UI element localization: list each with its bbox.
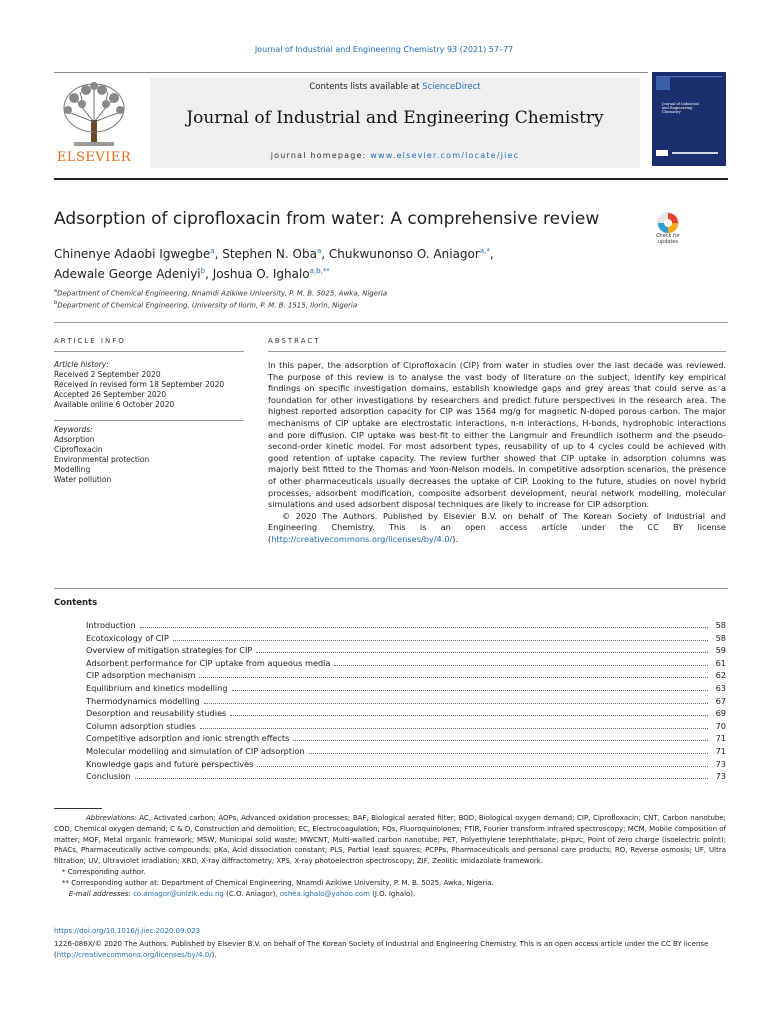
author-affil-link[interactable]: a,*	[479, 247, 490, 255]
journal-cover-thumbnail[interactable]	[648, 72, 728, 168]
history-label: Article history:	[54, 360, 109, 369]
keyword[interactable]: Environmental protection	[54, 455, 150, 464]
author-name: Chukwunonso O. Aniagor	[328, 247, 480, 261]
contents-heading: Contents	[54, 598, 98, 608]
toc-page: 59	[715, 645, 726, 656]
abstract-copyright	[268, 511, 726, 546]
abstract-text: In this paper, the adsorption of Ciprofloxacin (CIP) from water in studies over the last decade was reviewed. The purpose of this review is to analyse the vast body of literature on the subject, identify key empirical findings on specific investigation domains, establish knowledge gaps and grey areas that could serve as a foundation for other investigations by researchers and predict future perspectives in the research area. The highest reported adsorption capacity for CIP was 1564 mg/g for magnetic N-doped porous carbon. The major mechanisms of CIP uptake are electrostatic interactions, π-π interactions, H-bonds, hydrophobic interactions and pore diffusion. CIP uptake was best-fit to either the Langmuir and Freundlich isotherm and the pseudo-second-order kinetic model. For most adsorbent types, reusability of up to 4 cycles could be achieved with good retention of uptake capacity. The review further showed that CIP uptake in adsorption columns was majorly best fitted to the Thomas and Yoon-Nelson models. In competitive adsorption scenarios, the presence of other pharmaceuticals usually decreases the uptake of CIP. Looking to the future, studies on novel hybrid processes, adsorbent modification, composite adsorbent development, neural network modelling, molecular simulations and used adsorbent disposal techniques are likely to increase for CIP adsorption.	[268, 360, 726, 510]
license-end: ).	[211, 950, 217, 959]
author-affil-link[interactable]: a	[316, 247, 322, 255]
toc-entry[interactable]	[86, 645, 726, 658]
affil-text: Department of Chemical Engineering, University of Ilorin, P. M. B. 1515, Ilorin, Nigeria	[57, 301, 358, 310]
toc-leader	[256, 651, 708, 653]
author-affil-link[interactable]: a	[210, 247, 215, 255]
toc-leader	[173, 639, 708, 641]
keywords-rule	[54, 420, 244, 421]
toc-page: 61	[715, 657, 726, 668]
contents-divider	[54, 588, 728, 589]
author-affil-link[interactable]: b	[200, 267, 206, 275]
author-name: Adewale George Adeniyi	[54, 267, 201, 281]
toc-leader	[309, 752, 708, 754]
toc-title[interactable]: Knowledge gaps and future perspectives	[86, 758, 254, 769]
check-for-updates-label	[642, 233, 694, 245]
toc-entry[interactable]	[86, 771, 726, 784]
toc-entry[interactable]	[86, 670, 726, 683]
corresponding-author-note: * Corresponding author.	[62, 867, 146, 876]
author-name: Chinenye Adaobi Igwegbe	[54, 247, 211, 261]
toc-leader	[199, 676, 708, 678]
journal-title: Journal of Industrial and Engineering Chemistry	[186, 108, 604, 128]
copyright-end: ).	[452, 533, 459, 544]
author-separator: ,	[214, 247, 223, 261]
cover-art	[652, 72, 726, 166]
toc-leader	[230, 714, 708, 716]
toc-entry[interactable]	[86, 620, 726, 633]
keyword[interactable]: Adsorption	[54, 435, 95, 444]
abstract-rule	[268, 351, 726, 352]
toc-title[interactable]: Column adsorption studies	[86, 720, 196, 731]
toc-leader	[204, 702, 708, 704]
toc-entry[interactable]	[86, 721, 726, 734]
masthead-banner	[150, 78, 640, 168]
homepage-prefix: journal homepage:	[270, 151, 371, 160]
author-name: Stephen N. Oba	[222, 247, 317, 261]
footnotes	[54, 813, 726, 899]
article-title: Adsorption of ciprofloxacin from water: A comprehensive review	[54, 209, 600, 229]
article-info	[54, 360, 244, 485]
toc-title[interactable]: Overview of mitigation strategies for CIP	[86, 645, 253, 656]
author-separator: ,	[321, 247, 329, 261]
author-affil-link[interactable]: a,b,**	[309, 267, 330, 275]
toc-title[interactable]: Competitive adsorption and ionic strength effects	[86, 733, 290, 744]
toc-entry[interactable]	[86, 696, 726, 709]
license-link[interactable]: http://creativecommons.org/licenses/by/4.0/	[271, 533, 453, 544]
abstract-heading: ABSTRACT	[268, 337, 321, 345]
toc-entry[interactable]	[86, 633, 726, 646]
author-line-2	[54, 263, 614, 283]
history-revised: Received in revised form 18 September 2020	[54, 380, 225, 389]
affiliation-a	[54, 286, 387, 298]
abbreviations-text: AC, Activated carbon; AOPs, Advanced oxidation processes; BAF, Biological aerated filter; BOD, Biological oxygen demand; CIP, Ciprofloxacin; CNT, Carbon nanotube; COD, Chemical oxygen demand; C & D, Construction and demolition; EC, Electrocoagulation; FQs, Fluoroquinolones; FTIR, Fourier transform infrared spectroscopy; MCM, Mobile composition of matter; MOF, Metal organic framework; MSW, Municipal solid waste; MWCNT, Multi-walled carbon nanotube; PET, Polyethylene terephthalate; pHpzc, Point of zero charge (isoelectric point); PhACs, Pharmaceutically active compounds; pKa, Acid dissociation constant; PLS, Partial least squares; PCPPs, Pharmaceuticals and personal care products; RO, Reverse osmosis; UF, Ultra filtration; UV, Ultraviolet irradiation; XRD, X-ray diffractometry; XPS, X-ray photoelectron spectroscopy; ZIF, Zeolitic imidazolate framework.	[54, 814, 726, 866]
toc-title[interactable]: Thermodynamics modelling	[86, 695, 200, 706]
toc-leader	[140, 626, 708, 628]
toc-leader	[135, 777, 708, 779]
doi-link[interactable]: https://doi.org/10.1016/j.jiec.2020.09.023	[54, 927, 201, 935]
author-line-1	[54, 243, 614, 263]
running-head[interactable]: Journal of Industrial and Engineering Chemistry 93 (2021) 57–77	[254, 45, 514, 54]
affil-text: Department of Chemical Engineering, Nnamdi Azikiwe University, P. M. B. 5025, Awka, Nigeria	[57, 289, 388, 298]
toc-leader	[200, 727, 708, 729]
author-separator: ,	[205, 267, 213, 281]
history-online: Available online 6 October 2020	[54, 400, 175, 409]
badge-line2: updates	[657, 239, 679, 245]
article-info-rule	[54, 351, 244, 352]
email-link[interactable]: oshea.ighalo@yahoo.com	[279, 889, 370, 898]
toc-page: 71	[715, 733, 726, 744]
affil-marker: a	[54, 288, 58, 294]
affiliations	[54, 286, 387, 311]
toc-leader	[334, 664, 708, 666]
toc-title[interactable]: Conclusion	[86, 771, 131, 782]
email-link[interactable]: co.aniagor@unizik.edu.ng	[133, 889, 224, 898]
toc-page: 62	[715, 670, 726, 681]
article-info-heading: ARTICLE INFO	[54, 337, 126, 345]
affiliation-b	[54, 298, 387, 310]
toc-entry[interactable]	[86, 658, 726, 671]
toc-entry[interactable]	[86, 746, 726, 759]
license-statement	[54, 939, 726, 960]
toc-title[interactable]: CIP adsorption mechanism	[86, 670, 196, 681]
publisher-wordmark: ELSEVIER	[56, 150, 132, 165]
toc-leader	[293, 739, 708, 741]
license-url-link[interactable]: http://creativecommons.org/licenses/by/4.0/	[56, 950, 212, 959]
author-list	[54, 243, 614, 283]
author-separator: ,	[489, 247, 494, 261]
toc-title[interactable]: Introduction	[86, 620, 136, 630]
toc-entry[interactable]	[86, 759, 726, 772]
author-name: Joshua O. Ighalo	[212, 267, 310, 281]
sciencedirect-link[interactable]: ScienceDirect	[422, 82, 481, 92]
abbreviations-label: Abbreviations:	[86, 814, 137, 822]
toc-page: 58	[715, 632, 726, 643]
toc-title[interactable]: Molecular modelling and simulation of CIP adsorption	[86, 745, 305, 756]
toc-page: 69	[715, 708, 726, 719]
toc-title[interactable]: Ecotoxicology of CIP	[86, 632, 169, 643]
abstract	[268, 360, 726, 546]
toc-entry[interactable]	[86, 708, 726, 721]
toc-page: 70	[715, 720, 726, 731]
toc-title[interactable]: Desorption and reusability studies	[86, 708, 227, 719]
keyword[interactable]: Water pollution	[54, 475, 112, 484]
keywords-label: Keywords:	[54, 425, 93, 434]
cover-title: Journal of Industrial and Engineering Chemistry	[662, 102, 699, 115]
footnote-rule	[54, 808, 102, 809]
toc-title[interactable]: Equilibrium and kinetics modelling	[86, 682, 228, 693]
badge-line1: Check for	[656, 233, 680, 239]
masthead-bottom-rule	[54, 178, 728, 180]
email-addresses	[54, 889, 726, 900]
contents-prefix: Contents lists available at	[309, 82, 423, 92]
keyword[interactable]: Modelling	[54, 465, 91, 474]
toc-leader	[257, 765, 708, 767]
copyright-text: © 2020 The Authors. Published by Elsevier B.V. on behalf of The Korean Society of Industrial and Engineering Chemistry. This is an open access article under the CC BY license (	[268, 510, 726, 544]
toc-page: 67	[715, 695, 726, 706]
abbreviations-note	[54, 813, 726, 867]
toc-title[interactable]: Adsorbent performance for CIP uptake from aqueous media	[86, 657, 331, 668]
affil-marker: b	[54, 300, 58, 307]
toc-entry[interactable]	[86, 733, 726, 746]
license-text: 1226-086X/© 2020 The Authors. Published by Elsevier B.V. on behalf of The Korean Society of Industrial and Engineering Chemistry. This is an open access article under the CC BY license (	[54, 940, 709, 959]
toc-entry[interactable]	[86, 683, 726, 696]
masthead-top-rule	[54, 72, 728, 73]
toc-page: 58	[715, 620, 726, 630]
toc-leader	[232, 689, 708, 691]
homepage-link[interactable]: www.elsevier.com/locate/jiec	[370, 151, 520, 160]
toc-page: 71	[715, 745, 726, 756]
journal-homepage	[150, 151, 640, 160]
email-label: E-mail addresses:	[68, 889, 131, 898]
toc-page: 63	[715, 682, 726, 693]
toc-page: 73	[715, 758, 726, 769]
history-accepted: Accepted 26 September 2020	[54, 390, 167, 399]
cover-background	[652, 72, 726, 166]
email-owner: (J.O. Ighalo).	[372, 889, 416, 898]
toc-page: 73	[715, 771, 726, 782]
corresponding-author-address: ** Corresponding author at: Department of Chemical Engineering, Nnamdi Azikiwe University, P. M. B. 5025, Awka, Nigeria.	[62, 878, 494, 887]
header-divider	[54, 322, 728, 323]
contents-available	[150, 82, 640, 92]
history-received: Received 2 September 2020	[54, 370, 161, 379]
email-owner: (C.O. Aniagor),	[226, 889, 278, 898]
table-of-contents	[86, 620, 726, 784]
keyword[interactable]: Ciprofloxacin	[54, 445, 103, 454]
